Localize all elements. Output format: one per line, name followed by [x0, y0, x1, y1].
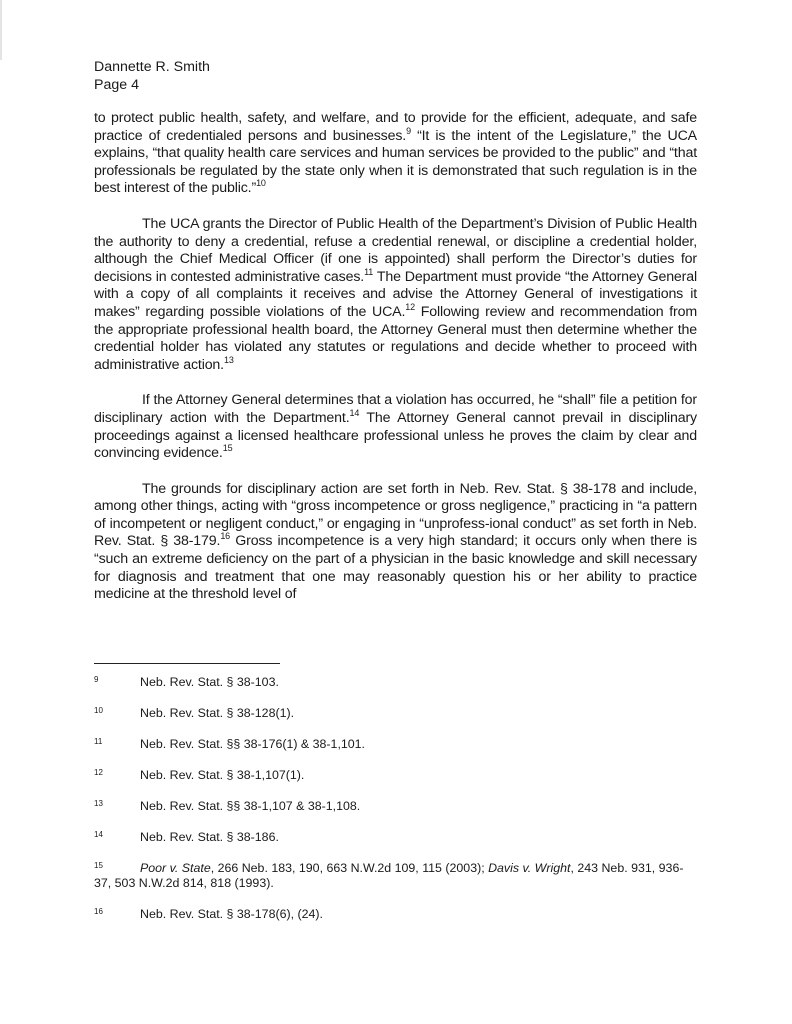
- footnote-text: , 266 Neb. 183, 190, 663 N.W.2d 109, 115 (2003);: [210, 861, 489, 875]
- footnote-ref[interactable]: 11: [364, 266, 374, 277]
- footnote-13: 13 Neb. Rev. Stat. §§ 38-1,107 & 38-1,108.: [94, 799, 361, 813]
- paragraph-2: [94, 216, 697, 374]
- paragraph-1: [94, 110, 697, 198]
- scan-edge-artifact: [0, 0, 2, 60]
- footnote-14: 14 Neb. Rev. Stat. § 38-186.: [94, 830, 279, 844]
- paragraph-3: [94, 392, 697, 462]
- footnote-text: Neb. Rev. Stat. § 38-1,107(1).: [140, 768, 305, 782]
- body-text: [94, 110, 697, 604]
- footnote-separator: [94, 663, 280, 664]
- text-run: “It is the intent of the Legislature,” the UCA explains, “that quality health care services and human services be provided to the public” and “that professionals be regulated by the state only when it is demonstrated that such regulation is in the best interest of the public.”: [94, 127, 697, 197]
- footnote-text: , 243 Neb. 931, 936-37, 503 N.W.2d 814, 818 (1993).: [94, 861, 684, 890]
- footnote-9: 9 Neb. Rev. Stat. § 38-103.: [94, 675, 279, 689]
- text-run: Gross incompetence is a very high standard; it occurs only when there is “such an extreme deficiency on the part of a physician in the basic knowledge and skill necessary for diagnosis and treatment that one may reasonably question his or her ability to practice medicine at the threshold level of: [94, 533, 697, 603]
- footnote-text: Neb. Rev. Stat. §§ 38-176(1) & 38-1,101.: [140, 737, 365, 751]
- footnote-ref[interactable]: 14: [349, 407, 360, 418]
- footnote-10: 10 Neb. Rev. Stat. § 38-128(1).: [94, 706, 295, 720]
- text-run: Following review and recommendation from the appropriate professional health board, the Attorney General must then determine whether the credential holder has violated any statutes or regulations and decide whether to proceed with administrative action.: [94, 303, 697, 373]
- case-name: Davis v. Wright: [488, 861, 571, 875]
- footnote-text: Neb. Rev. Stat. § 38-128(1).: [140, 706, 295, 720]
- footnote-ref[interactable]: 15: [222, 443, 233, 454]
- footnote-12: 12 Neb. Rev. Stat. § 38-1,107(1).: [94, 768, 305, 782]
- paragraph-4: [94, 481, 697, 604]
- text-run: The Department must provide “the Attorney General with a copy of all complaints it receives and advise the Attorney General of investigations it makes” regarding possible violations of the UCA.: [94, 268, 697, 320]
- footnote-15: 15 Poor v. State, 266 Neb. 183, 190, 663 N.W.2d 109, 115 (2003); Davis v. Wright, 243 Neb. 931, 936-37, 503 N.W.2d 814, 818 (1993).: [94, 861, 684, 890]
- page-number: Page 4: [94, 77, 139, 93]
- text-run: to protect public health, safety, and welfare, and to provide for the efficient, adequate, and safe practice of credentialed persons and businesses.: [94, 110, 697, 144]
- footnote-ref[interactable]: 13: [223, 354, 234, 365]
- case-name: Poor v. State: [140, 861, 211, 875]
- footnote-text: Neb. Rev. Stat. § 38-178(6), (24).: [140, 907, 323, 921]
- text-run: The UCA grants the Director of Public Health of the Department’s Division of Public Health the authority to deny a credential, refuse a credential renewal, or discipline a credential holder, although the Chief Medical Officer (if one is appointed) shall perform the Director’s duties for decisions in contested administrative cases.: [94, 215, 697, 285]
- letter-recipient: Dannette R. Smith: [94, 59, 210, 75]
- document-page: [94, 58, 697, 622]
- footnote-text: Neb. Rev. Stat. § 38-186.: [140, 830, 279, 844]
- footnote-11: 11 Neb. Rev. Stat. §§ 38-176(1) & 38-1,101.: [94, 737, 365, 751]
- footnote-16: 16 Neb. Rev. Stat. § 38-178(6), (24).: [94, 907, 323, 921]
- text-run: If the Attorney General determines that a violation has occurred, he “shall” file a petition for disciplinary action with the Department.: [94, 392, 697, 426]
- footnote-text: Neb. Rev. Stat. § 38-103.: [140, 675, 279, 689]
- footnote-text: Neb. Rev. Stat. §§ 38-1,107 & 38-1,108.: [140, 799, 361, 813]
- footnote-ref[interactable]: 16: [220, 531, 231, 542]
- footnote-ref[interactable]: 9: [406, 125, 411, 136]
- footnote-ref[interactable]: 10: [256, 178, 266, 189]
- footnotes: [94, 675, 697, 938]
- text-run: The grounds for disciplinary action are set forth in Neb. Rev. Stat. § 38-178 and include, among other things, acting with “gross incompetence or gross negligence,” practicing in “a pattern of incompetent or negligent conduct,” or engaging in “unprofess-ional conduct” as set forth in Neb. Rev. Stat. § 38-179.: [94, 480, 697, 550]
- text-run: The Attorney General cannot prevail in disciplinary proceedings against a licensed healthcare professional unless he proves the claim by clear and convincing evidence.: [94, 409, 697, 462]
- footnote-ref[interactable]: 12: [405, 301, 416, 312]
